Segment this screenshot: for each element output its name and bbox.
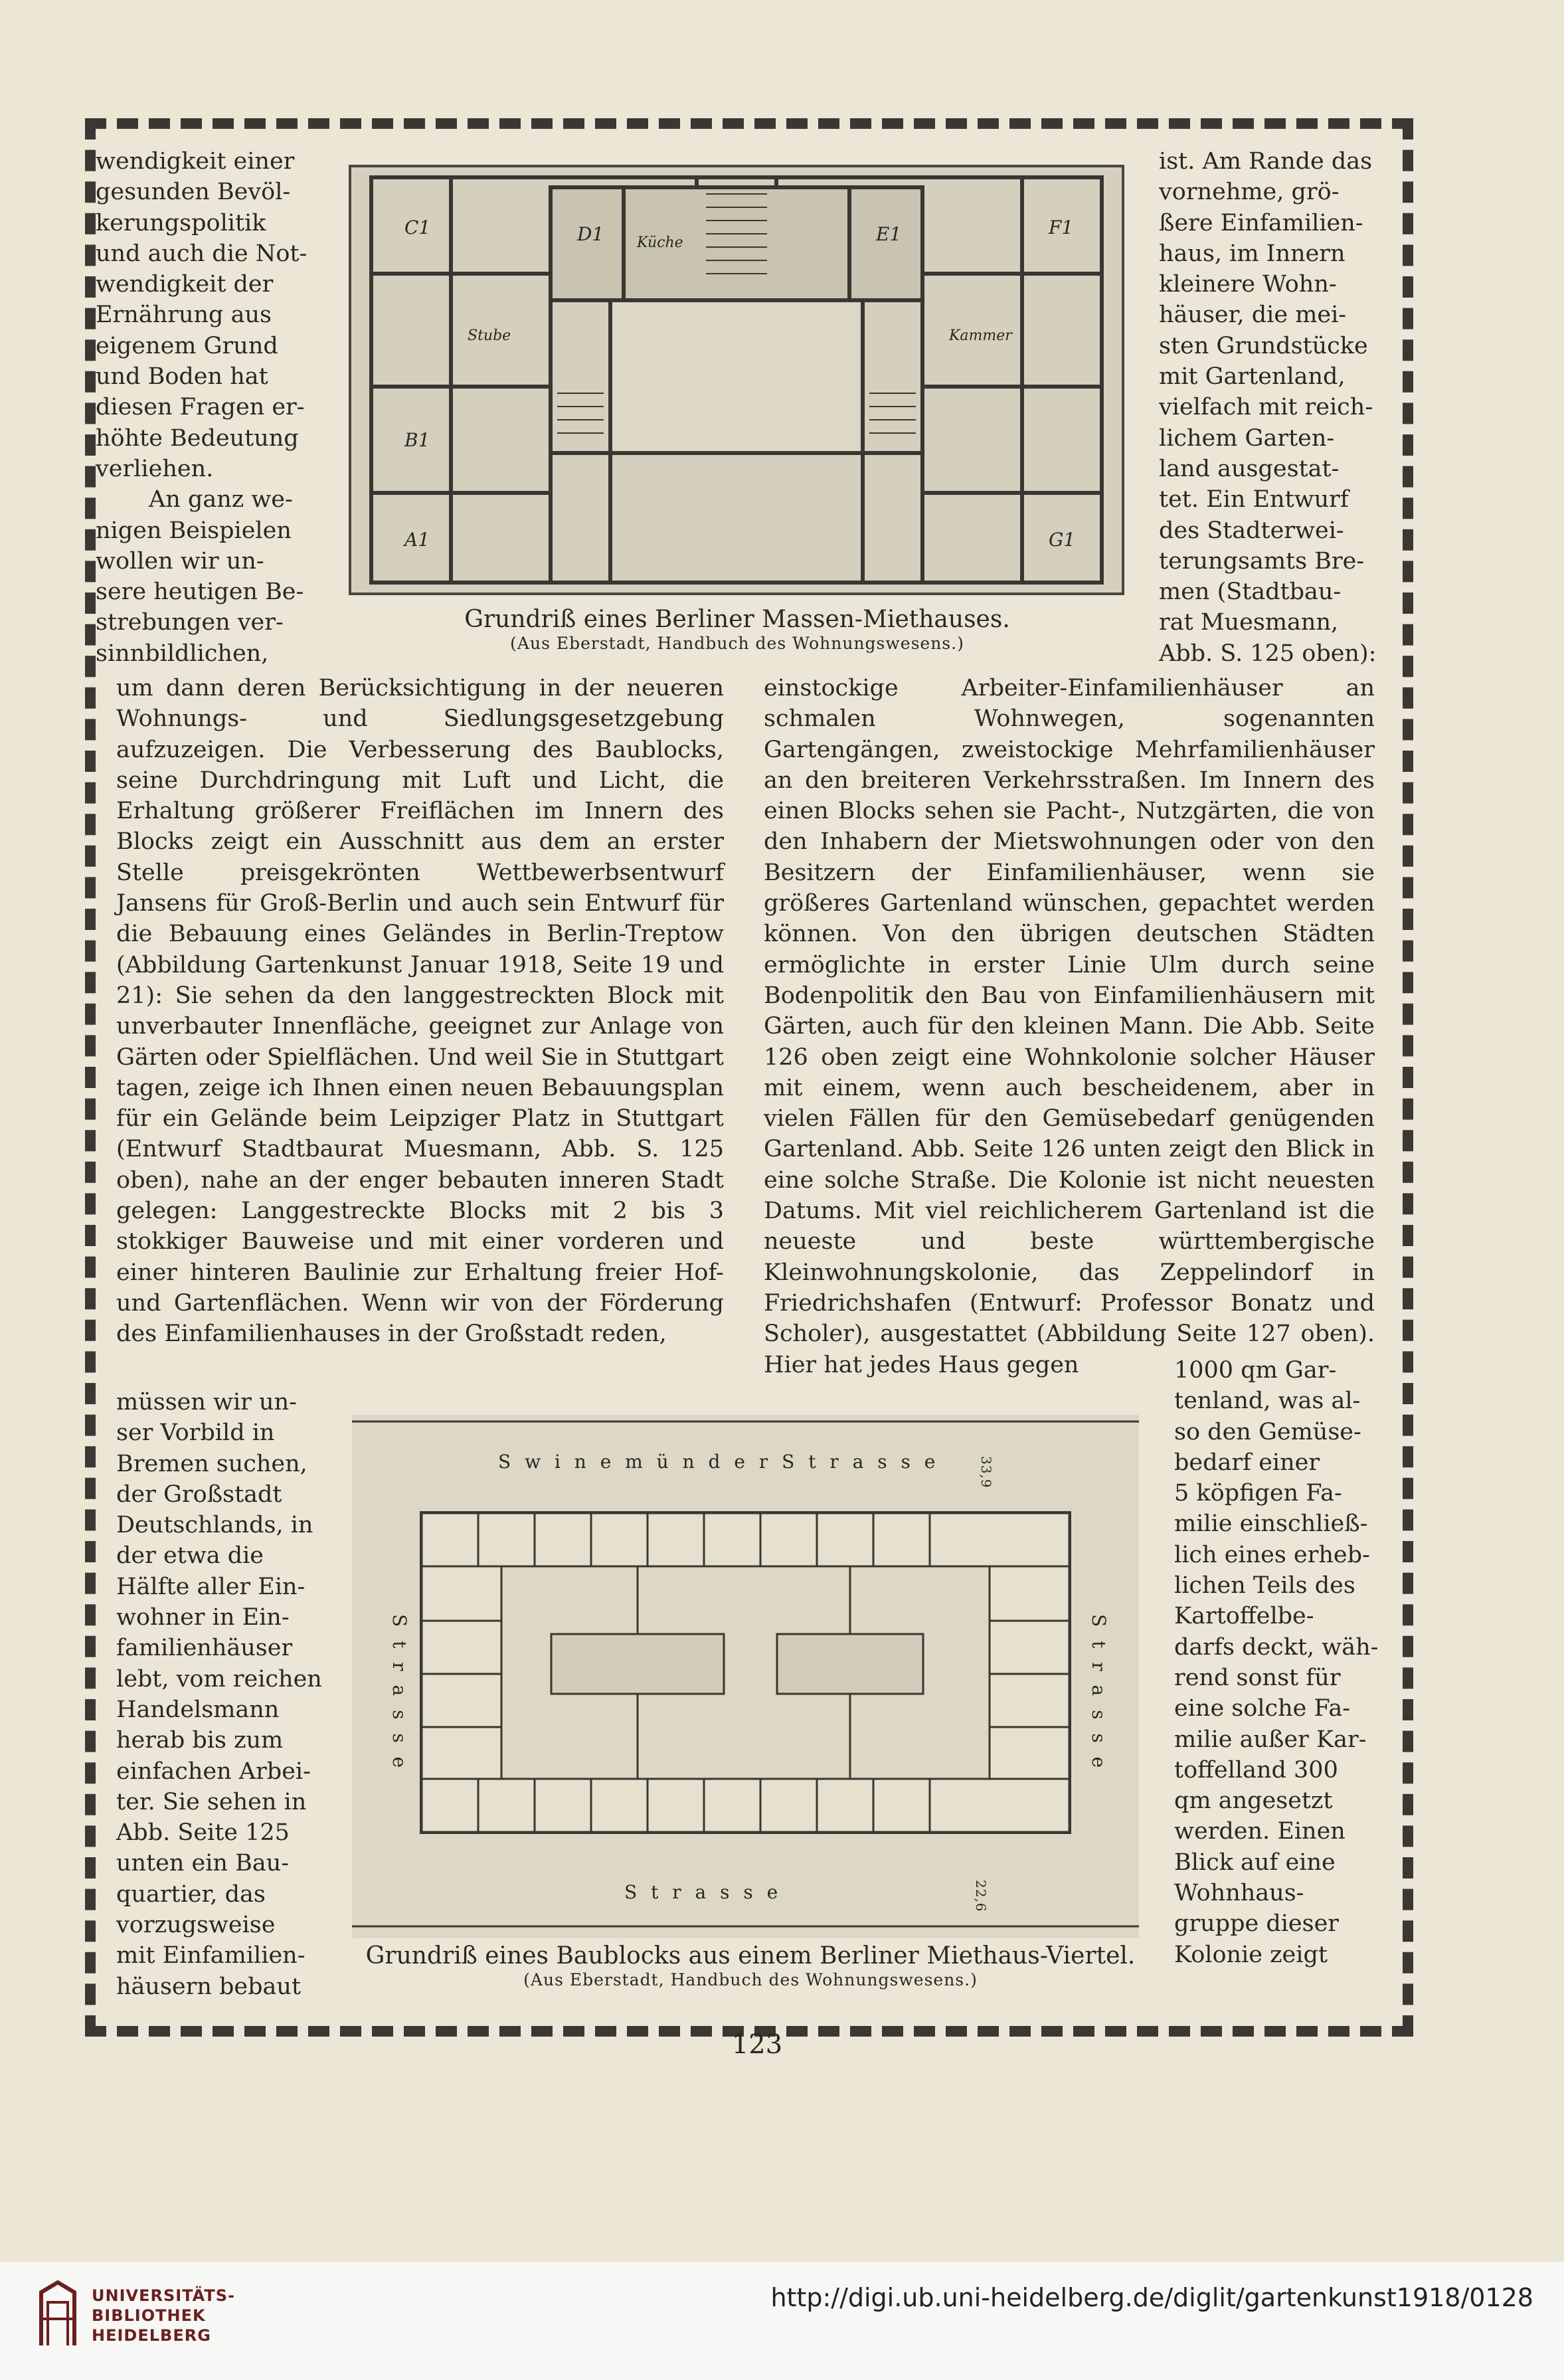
text-line: vorzugsweise [116, 1912, 276, 1939]
text-line: ist. Am Rande das [1159, 148, 1373, 175]
room-label-b1: B1 [404, 429, 430, 451]
room-label-f1: F1 [1049, 217, 1074, 238]
text-line: Abb. Seite 125 [116, 1819, 290, 1847]
text-line: Ernährung aus [96, 302, 272, 329]
text-line: vielfach mit reich- [1159, 394, 1373, 421]
floor-plan-drawing [351, 167, 1122, 593]
text-line: Hälfte aller Ein- [116, 1573, 305, 1600]
room-label-a1: A1 [404, 529, 430, 551]
text-line: An ganz we- [149, 486, 293, 513]
street-label-left: S t r a s s e [389, 1614, 410, 1772]
top-right-text [1159, 146, 1378, 669]
text-line: kerungspolitik [96, 209, 266, 236]
text-line: strebungen ver- [96, 609, 284, 636]
text-line: wohner in Ein- [116, 1604, 290, 1631]
text-line: sinnbildlichen, [96, 640, 269, 667]
bottom-figure-caption [359, 1942, 1142, 1990]
source-url-link[interactable]: http://digi.ub.uni-heidelberg.de/diglit/gartenkunst1918/0128 [770, 2283, 1533, 2312]
text-line: milie einschließ- [1174, 1510, 1368, 1538]
text-line: toffelland 300 [1174, 1756, 1338, 1784]
library-logo-icon [35, 2279, 81, 2352]
text-line: mit Einfamilien- [116, 1942, 305, 1969]
text-line: häusern bebaut [116, 1973, 302, 2000]
text-line: rend sonst für [1174, 1664, 1341, 1691]
text-line: ter. Sie sehen in [116, 1788, 307, 1815]
text-line: sten Grundstücke [1159, 332, 1368, 359]
text-line: wendigkeit einer [96, 148, 295, 175]
room-label-kueche: Küche [637, 234, 683, 251]
street-label-bottom: S t r a s s e [624, 1881, 782, 1903]
text-line: quartier, das [116, 1880, 266, 1908]
text-line: eigenem Grund [96, 332, 278, 359]
top-figure-title: Grundriß eines Berliner Massen-Miethauses. [464, 606, 1010, 633]
text-line: unten ein Bau- [116, 1850, 290, 1877]
text-line: tet. Ein Entwurf [1159, 486, 1349, 513]
text-line: rat Muesmann, [1159, 609, 1339, 636]
text-line: Abb. S. 125 oben): [1159, 640, 1377, 667]
text-line: lichem Garten- [1159, 424, 1335, 452]
text-line: herab bis zum [116, 1727, 284, 1754]
text-line: Kartoffelbe- [1174, 1603, 1314, 1630]
text-line: haus, im Innern [1159, 240, 1346, 267]
floor-plan-figure [349, 165, 1124, 595]
text-line: ßere Einfamilien- [1159, 209, 1363, 236]
text-line: sere heutigen Be- [96, 579, 304, 606]
text-line: so den Gemüse- [1174, 1418, 1361, 1445]
text-line: land ausgestat- [1159, 455, 1340, 482]
text-line: nigen Beispielen [96, 517, 292, 544]
text-line: wollen wir un- [96, 547, 264, 575]
text-line: terungsamts Bre- [1159, 547, 1365, 575]
top-left-text [96, 146, 325, 669]
page-number: 123 [731, 2029, 783, 2060]
text-line: werden. Einen [1174, 1818, 1346, 1845]
room-label-d1: D1 [577, 223, 604, 245]
room-label-g1: G1 [1049, 529, 1076, 551]
bottom-figure-title: Grundriß eines Baublocks aus einem Berliner Miethaus-Viertel. [365, 1942, 1136, 1969]
text-line: vornehme, grö- [1159, 179, 1340, 206]
text-line: Kolonie zeigt [1174, 1941, 1328, 1968]
text-line: ser Vorbild in [116, 1419, 275, 1447]
room-label-c1: C1 [404, 217, 431, 238]
block-plan-figure [352, 1415, 1139, 1938]
text-line: Deutschlands, in [116, 1512, 313, 1539]
text-line: der Großstadt [116, 1481, 282, 1508]
text-line: müssen wir un- [116, 1389, 297, 1416]
library-line-2: BIBLIOTHEK [92, 2306, 206, 2325]
text-line: 1000 qm Gar- [1174, 1357, 1337, 1384]
text-line: tenland, was al- [1174, 1388, 1361, 1415]
text-line: darfs deckt, wäh- [1174, 1633, 1379, 1661]
dimension-top: 33,9 [978, 1456, 994, 1489]
room-label-e1: E1 [876, 223, 902, 245]
text-line: lichen Teils des [1174, 1572, 1355, 1600]
text-line: Bremen suchen, [116, 1450, 307, 1477]
bottom-figure-source: (Aus Eberstadt, Handbuch des Wohnungswesens.) [523, 1970, 978, 1989]
text-line: Wohnhaus- [1174, 1880, 1304, 1907]
room-label-kammer: Kammer [949, 327, 1012, 344]
text-line: verliehen. [96, 455, 214, 482]
text-line: höhte Bedeutung [96, 424, 299, 452]
top-figure-caption [372, 606, 1102, 654]
column-left-text: um dann deren Berücksichtigung in der neueren Wohnungs- und Siedlungsgesetzgebung aufzuzeigen. Die Verbesserung des Baublocks, seine Durchdringung mit Luft und Licht, die Erhaltung größerer Freiflächen im Innern des Blocks zeigt ein Ausschnitt aus dem an erster Stelle preisgekrönten Wettbewerbsentwurf Jansens für Groß-Berlin und auch sein Entwurf für die Bebauung eines Geländes in Berlin-Treptow (Abbildung Gartenkunst Januar 1918, Seite 19 und 21): Sie sehen da den langgestreckten Block mit unverbauter Innenfläche, geeignet zur Anlage von Gärten oder Spielflächen. Und weil Sie in Stuttgart tagen, zeige ich Ihnen einen neuen Bebauungsplan für ein Gelände beim Leipziger Platz in Stuttgart (Entwurf Stadtbaurat Muesmann, Abb. S. 125 oben), nahe an der enger bebauten inneren Stadt gelegen: Langgestreckte Blocks mit 2 bis 3 stokkiger Bauweise und mit einer vorderen und einer hinteren Baulinie zur Erhaltung freier Hof- und Gartenflächen. Wenn wir von der Förderung des Einfamilienhauses in der Großstadt reden, [116, 675, 724, 1348]
text-line: der etwa die [116, 1542, 264, 1570]
text-line: Handelsmann [116, 1696, 280, 1723]
bottom-right-text [1174, 1355, 1379, 1970]
text-line: qm angesetzt [1174, 1787, 1333, 1815]
text-line: familienhäuser [116, 1635, 293, 1662]
text-line: lich eines erheb- [1174, 1541, 1370, 1568]
text-line: häuser, die mei- [1159, 302, 1347, 329]
footer-bar [0, 2262, 1564, 2380]
column-right [764, 673, 1375, 1380]
library-name [92, 2286, 235, 2345]
text-line: mit Gartenland, [1159, 363, 1346, 391]
dimension-bottom: 22,6 [973, 1880, 989, 1912]
top-figure-source: (Aus Eberstadt, Handbuch des Wohnungswesens.) [510, 634, 964, 653]
text-line: Blick auf eine [1174, 1849, 1336, 1876]
text-line: einfachen Arbei- [116, 1758, 311, 1785]
text-line: men (Stadtbau- [1159, 579, 1342, 606]
text-line: und auch die Not- [96, 240, 307, 267]
text-line: gruppe dieser [1174, 1910, 1340, 1938]
library-line-1: UNIVERSITÄTS- [92, 2286, 236, 2305]
text-line: bedarf einer [1174, 1449, 1320, 1476]
text-line: eine solche Fa- [1174, 1695, 1351, 1722]
library-line-3: HEIDELBERG [92, 2326, 211, 2345]
column-right-text: einstockige Arbeiter-Einfamilienhäuser an schmalen Wohnwegen, sogenannten Gartengängen, zweistockige Mehrfamilienhäuser an den breiteren Verkehrsstraßen. Im Innern des einen Blocks sehen sie Pacht-, Nutzgärten, die von den Inhabern der Mietswohnungen oder von den Besitzern der Einfamilienhäuser, wenn sie größeres Gartenland wünschen, gepachtet werden können. Von den übrigen deutschen Städten ermöglichte in erster Linie Ulm durch seine Bodenpolitik den Bau von Einfamilienhäusern mit Gärten, auch für den kleinen Mann. Die Abb. Seite 126 oben zeigt eine Wohnkolonie solcher Häuser mit einem, wenn auch bescheidenem, aber in vielen Fällen für den Gemüsebedarf genügenden Gartenland. Abb. Seite 126 unten zeigt den Blick in eine solche Straße. Die Kolonie ist nicht neuesten Datums. Mit viel reichlicherem Gartenland ist die neueste und beste württembergische Kleinwohnungskolonie, das Zeppelindorf in Friedrichshafen (Entwurf: Professor Bonatz und Scholer), ausgestattet (Abbildung Seite 127 oben). Hier hat jedes Haus gegen [764, 675, 1375, 1378]
column-left [116, 673, 724, 1350]
text-line: und Boden hat [96, 363, 268, 391]
bottom-left-text [116, 1387, 329, 2002]
text-line: milie außer Kar- [1174, 1726, 1367, 1753]
text-line: 5 köpfigen Fa- [1174, 1480, 1342, 1507]
street-label-right: S t r a s s e [1088, 1614, 1110, 1772]
text-line: des Stadterwei- [1159, 517, 1344, 544]
text-line: diesen Fragen er- [96, 394, 305, 421]
text-line: kleinere Wohn- [1159, 271, 1337, 298]
text-line: wendigkeit der [96, 271, 274, 298]
street-label-top: S w i n e m ü n d e r S t r a s s e [498, 1451, 940, 1473]
text-line: lebt, vom reichen [116, 1665, 322, 1693]
text-line: gesunden Bevöl- [96, 179, 291, 206]
block-plan-drawing [352, 1415, 1139, 1938]
room-label-stube: Stube [468, 327, 511, 344]
